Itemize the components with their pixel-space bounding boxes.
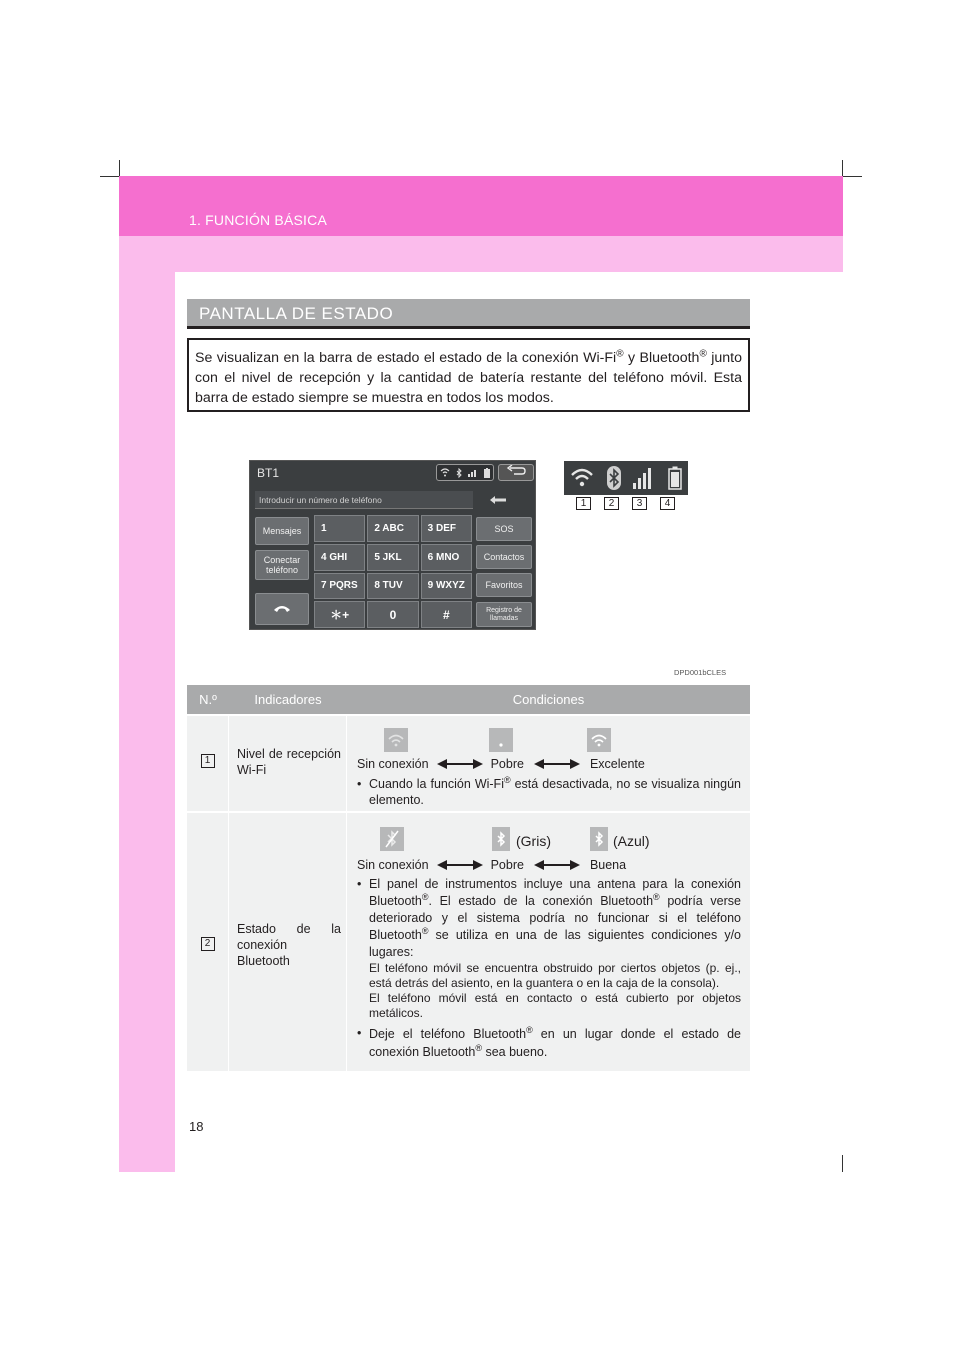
dial-key[interactable]: 7 PQRS (314, 573, 365, 600)
wifi-icon (440, 468, 450, 477)
dial-key[interactable]: 0 (367, 601, 418, 628)
dial-key[interactable]: 6 MNO (421, 544, 472, 571)
column-header: N.º (199, 692, 217, 707)
intro-text: y Bluetooth (623, 350, 700, 366)
intro-text: Se visualizan en la barra de estado el estado de la conexión Wi-Fi (195, 350, 617, 366)
intro-text: junto con el nivel de recepción y la cantidad de batería restante del teléfono móvil. Esta barra de estado siempre se muestra en todos los modos. (195, 350, 742, 406)
state-label: Sin conexión (357, 858, 429, 872)
side-band (119, 176, 175, 1172)
callout-number: 1 (576, 497, 591, 510)
bullet-icon: • (357, 877, 362, 891)
bullet-icon: • (357, 1026, 362, 1040)
header-subband (119, 236, 843, 272)
wifi-weak-icon (489, 728, 513, 752)
page-number: 18 (189, 1119, 204, 1134)
dial-key[interactable]: 9 WXYZ (421, 573, 472, 600)
signal-strength-icon (633, 467, 655, 489)
double-arrow-icon (437, 758, 483, 770)
delete-button[interactable] (480, 491, 516, 509)
status-bar (436, 464, 494, 481)
battery-icon (484, 468, 490, 478)
sub-note: El teléfono móvil está en contacto o está cubierto por objetos metálicos. (369, 991, 741, 1020)
indicator-strip (564, 461, 688, 495)
double-arrow-icon (534, 859, 580, 871)
double-arrow-icon (437, 859, 483, 871)
table-row (187, 714, 750, 811)
sos-button[interactable]: SOS (476, 517, 532, 541)
row-number: 2 (201, 937, 215, 951)
row-number: 1 (201, 754, 215, 768)
table-header (187, 685, 750, 714)
state-label: Sin conexión (357, 757, 429, 771)
note-text: El panel de instrumentos incluye una antena para la conexión Bluetooth®. El estado de la conexión Bluetooth® podría verse deteriorado y el sistema podría no funcionar si el teléfono Bluetooth® se utiliza en una de las siguientes condiciones y/o lugares: (369, 877, 741, 959)
reg-mark: ® (616, 348, 624, 360)
back-arrow-icon (506, 465, 526, 475)
signal-icon (468, 468, 478, 477)
state-label: Pobre (490, 858, 524, 872)
column-header: Condiciones (512, 692, 585, 707)
indicator-table (187, 685, 750, 1071)
note-text: Cuando la función Wi-Fi® está desactivada, no se visualiza ningún elemento. (369, 774, 741, 807)
bluetooth-disconnected-icon (380, 827, 404, 851)
dial-key[interactable]: 3 DEF (421, 515, 472, 542)
backspace-icon (490, 496, 506, 504)
contacts-button[interactable]: Contactos (476, 545, 532, 569)
callout-number: 3 (632, 497, 647, 510)
dial-key[interactable]: ＊+ (314, 601, 365, 628)
sub-note: El teléfono móvil se encuentra obstruido por ciertos objetos (p. ej., está detrás del asiento, en la guantera o en la caja de la consola). (369, 961, 741, 990)
favorites-button[interactable]: Favoritos (476, 573, 532, 597)
phone-screen (249, 460, 536, 630)
state-label: Buena (589, 858, 627, 872)
screen-title: BT1 (257, 466, 280, 480)
call-history-button[interactable]: Registro de llamadas (476, 602, 532, 627)
call-button[interactable] (255, 593, 309, 625)
dial-key[interactable]: 8 TUV (367, 573, 418, 600)
bluetooth-icon (456, 468, 462, 478)
dial-key[interactable]: 4 GHI (314, 544, 365, 571)
column-header: Indicadores (254, 692, 322, 707)
phone-number-input[interactable]: Introducir un número de teléfono (255, 491, 473, 509)
image-code: DPD001bCLES (674, 668, 727, 677)
phone-handset-icon (273, 604, 291, 614)
chapter-title: 1. FUNCIÓN BÁSICA (189, 212, 327, 228)
section-title: PANTALLA DE ESTADO (199, 304, 394, 323)
connect-phone-button[interactable]: Conectar teléfono (255, 550, 309, 580)
table-row (187, 811, 750, 1071)
bluetooth-icon (607, 466, 621, 490)
intro-box (187, 338, 750, 412)
messages-button[interactable]: Mensajes (255, 517, 309, 545)
reg-mark: ® (699, 348, 707, 360)
crop-mark (842, 1155, 843, 1172)
double-arrow-icon (534, 758, 580, 770)
dial-key[interactable]: 5 JKL (367, 544, 418, 571)
state-label: Excelente (589, 757, 645, 771)
icon-label: (Gris) (516, 833, 551, 849)
dial-keypad (314, 515, 472, 628)
section-title-bar (187, 299, 750, 329)
wifi-excellent-icon (587, 728, 611, 752)
dial-key[interactable]: 2 ABC (367, 515, 418, 542)
bullet-icon: • (357, 777, 362, 791)
wifi-icon (570, 468, 594, 488)
bluetooth-gray-icon (492, 827, 510, 851)
callout-number: 2 (604, 497, 619, 510)
back-button[interactable] (498, 464, 534, 481)
icon-label: (Azul) (613, 833, 650, 849)
battery-icon (668, 466, 682, 490)
callout-number: 4 (660, 497, 675, 510)
dial-key[interactable]: 1 (314, 515, 365, 542)
wifi-off-icon (384, 728, 408, 752)
state-label: Pobre (490, 757, 524, 771)
bluetooth-blue-icon (590, 827, 608, 851)
note-text: Deje el teléfono Bluetooth® en un lugar donde el estado de conexión Bluetooth® sea bueno. (369, 1024, 741, 1059)
indicator-name: Estado de la conexión Bluetooth (237, 922, 341, 968)
indicator-name: Nivel de recepción Wi-Fi (237, 747, 341, 777)
dial-key[interactable]: # (421, 601, 472, 628)
